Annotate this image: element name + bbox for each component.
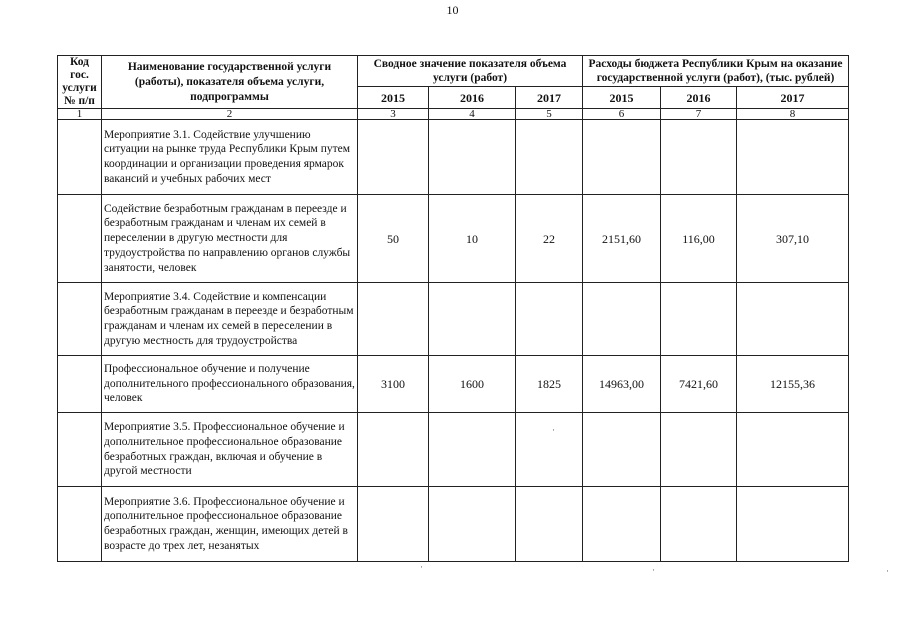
table-row <box>58 356 849 413</box>
row-code <box>58 413 102 487</box>
column-number: 2 <box>102 109 358 120</box>
header-budget-group: Расходы бюджета Республики Крым на оказание государственной услуги (работ), (тыс. рублей) <box>583 56 849 87</box>
table-row <box>58 283 849 356</box>
volume-value <box>516 120 583 195</box>
volume-value: 3100 <box>358 356 429 413</box>
header-budget-year: 2017 <box>737 87 849 109</box>
volume-value: 22 <box>516 195 583 283</box>
volume-value: 1825 <box>516 356 583 413</box>
column-number: 3 <box>358 109 429 120</box>
budget-value: 2151,60 <box>583 195 661 283</box>
scan-speck: · <box>886 566 889 576</box>
budget-value <box>661 283 737 356</box>
budget-value: 307,10 <box>737 195 849 283</box>
header-budget-year: 2016 <box>661 87 737 109</box>
row-code <box>58 356 102 413</box>
row-name: Мероприятие 3.5. Профессиональное обучение и дополнительное профессиональное образование безработных граждан, включая и обучение в другой местности <box>102 413 358 487</box>
scan-speck: · <box>652 565 655 575</box>
budget-value: 7421,60 <box>661 356 737 413</box>
volume-value <box>358 413 429 487</box>
row-name: Мероприятие 3.1. Содействие улучшению ситуации на рынке труда Республики Крым путем координации и организации проведения ярмарок вакансий и учебных рабочих мест <box>102 120 358 195</box>
budget-value: 12155,36 <box>737 356 849 413</box>
header-volume-year: 2017 <box>516 87 583 109</box>
budget-value <box>737 283 849 356</box>
row-name: Мероприятие 3.4. Содействие и компенсации безработным гражданам в переезде и безработным гражданам и членам их семей в переселении в другую местность для трудоустройства <box>102 283 358 356</box>
header-code: Код гос. услуги № п/п <box>58 56 102 109</box>
row-code <box>58 195 102 283</box>
budget-value <box>583 487 661 562</box>
budget-value <box>737 120 849 195</box>
volume-value: 1600 <box>429 356 516 413</box>
volume-value <box>429 283 516 356</box>
row-code <box>58 283 102 356</box>
row-code <box>58 120 102 195</box>
row-name: Мероприятие 3.6. Профессиональное обучение и дополнительное профессиональное образование безработных граждан, женщин, имеющих детей в возрасте до трех лет, незанятых <box>102 487 358 562</box>
scan-speck: · <box>552 425 555 435</box>
volume-value <box>429 487 516 562</box>
header-row-top <box>58 56 849 87</box>
budget-value <box>661 487 737 562</box>
volume-value <box>358 283 429 356</box>
row-name: Содействие безработным гражданам в переезде и безработным гражданам и членам их семей в переселении в другую местности для трудоустройства по направлению органов службы занятости, человек <box>102 195 358 283</box>
budget-value <box>661 120 737 195</box>
column-number: 1 <box>58 109 102 120</box>
row-name: Профессиональное обучение и получение дополнительного профессионального образования, человек <box>102 356 358 413</box>
volume-value: 50 <box>358 195 429 283</box>
column-number-row <box>58 109 849 120</box>
volume-value <box>516 487 583 562</box>
header-volume-year: 2016 <box>429 87 516 109</box>
header-volume-group: Сводное значение показателя объема услуги (работ) <box>358 56 583 87</box>
volume-value <box>429 120 516 195</box>
volume-value <box>358 487 429 562</box>
table-row <box>58 195 849 283</box>
budget-value <box>737 487 849 562</box>
header-budget-year: 2015 <box>583 87 661 109</box>
column-number: 6 <box>583 109 661 120</box>
column-number: 4 <box>429 109 516 120</box>
budget-value: 116,00 <box>661 195 737 283</box>
column-number: 8 <box>737 109 849 120</box>
table-row <box>58 120 849 195</box>
volume-value <box>358 120 429 195</box>
budget-value <box>737 413 849 487</box>
volume-value <box>516 413 583 487</box>
scan-speck: · <box>420 562 423 572</box>
volume-value: 10 <box>429 195 516 283</box>
table-row <box>58 487 849 562</box>
page-number: 10 <box>446 3 459 17</box>
services-table <box>57 55 849 562</box>
budget-value <box>583 413 661 487</box>
table-row <box>58 413 849 487</box>
column-number: 5 <box>516 109 583 120</box>
row-code <box>58 487 102 562</box>
header-volume-year: 2015 <box>358 87 429 109</box>
budget-value: 14963,00 <box>583 356 661 413</box>
volume-value <box>516 283 583 356</box>
column-number: 7 <box>661 109 737 120</box>
header-name: Наименование государственной услуги (работы), показателя объема услуги, подпрограммы <box>102 56 358 109</box>
budget-value <box>583 283 661 356</box>
budget-value <box>661 413 737 487</box>
budget-value <box>583 120 661 195</box>
volume-value <box>429 413 516 487</box>
